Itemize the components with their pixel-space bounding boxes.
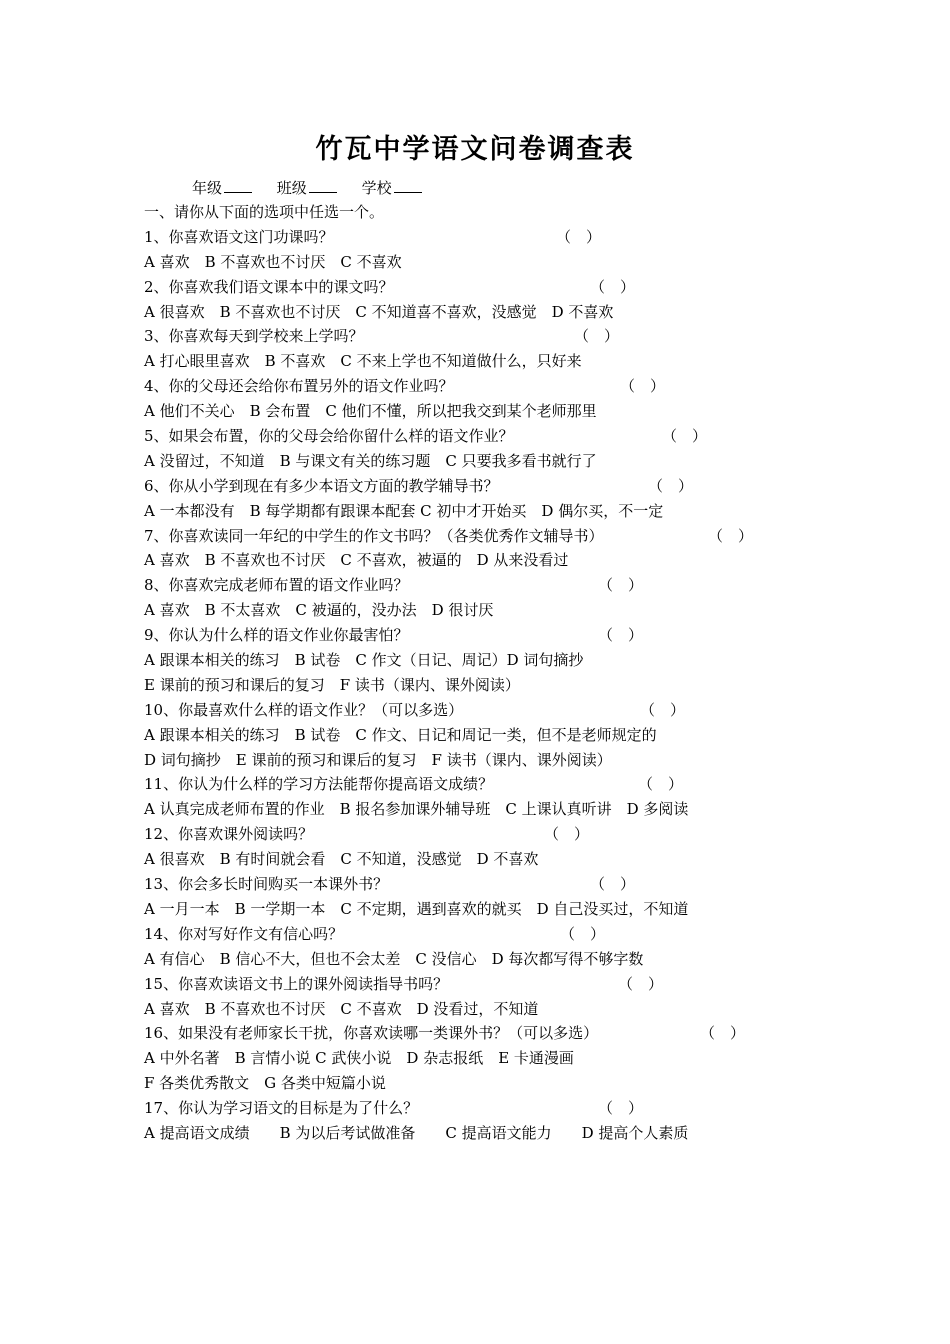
question-row bbox=[144, 1021, 764, 1046]
answer-blank[interactable]: （ ） bbox=[620, 377, 666, 396]
school-label: 学校 bbox=[361, 179, 392, 197]
answer-blank[interactable]: （ ） bbox=[598, 576, 644, 595]
question-list bbox=[144, 200, 764, 1146]
question-text: 10、你最喜欢什么样的语文作业？（可以多选） bbox=[144, 700, 464, 719]
options-row: A 中外名著 B 言情小说 C 武侠小说 D 杂志报纸 E 卡通漫画 bbox=[144, 1049, 574, 1068]
answer-blank[interactable]: （ ） bbox=[590, 277, 636, 296]
question-text: 11、你认为什么样的学习方法能帮你提高语文成绩？ bbox=[144, 775, 494, 794]
question-text: 8、你喜欢完成老师布置的语文作业吗？ bbox=[144, 576, 409, 595]
question-row bbox=[144, 474, 764, 499]
options-row: A 提高语文成绩 B 为以后考试做准备 C 提高语文能力 D 提高个人素质 bbox=[144, 1123, 689, 1142]
question-text: 4、你的父母还会给你布置另外的语文作业吗？ bbox=[144, 377, 454, 396]
question-text: 13、你会多长时间购买一本课外书？ bbox=[144, 875, 389, 894]
question-row bbox=[144, 225, 764, 250]
options-row: A 喜欢 B 不喜欢也不讨厌 C 不喜欢 bbox=[144, 252, 402, 271]
question-row bbox=[144, 524, 764, 549]
options-row: A 打心眼里喜欢 B 不喜欢 C 不来上学也不知道做什么，只好来 bbox=[144, 352, 582, 371]
answer-blank[interactable]: （ ） bbox=[662, 427, 708, 446]
class-label: 班级 bbox=[276, 179, 307, 197]
question-row bbox=[144, 698, 764, 723]
options-row: A 没留过，不知道 B 与课文有关的练习题 C 只要我多看书就行了 bbox=[144, 451, 597, 470]
question-text: 3、你喜欢每天到学校来上学吗？ bbox=[144, 327, 364, 346]
answer-blank[interactable]: （ ） bbox=[556, 227, 602, 246]
answer-blank[interactable]: （ ） bbox=[598, 1099, 644, 1118]
options-row: A 很喜欢 B 不喜欢也不讨厌 C 不知道喜不喜欢，没感觉 D 不喜欢 bbox=[144, 302, 614, 321]
options-row: F 各类优秀散文 G 各类中短篇小说 bbox=[144, 1074, 386, 1093]
question-row bbox=[144, 623, 764, 648]
answer-blank[interactable]: （ ） bbox=[598, 626, 644, 645]
answer-blank[interactable]: （ ） bbox=[544, 825, 590, 844]
question-row bbox=[144, 275, 764, 300]
options-row: A 喜欢 B 不喜欢也不讨厌 C 不喜欢 D 没看过，不知道 bbox=[144, 999, 539, 1018]
options-row: A 有信心 B 信心不大，但也不会太差 C 没信心 D 每次都写得不够字数 bbox=[144, 949, 644, 968]
question-text: 17、你认为学习语文的目标是为了什么？ bbox=[144, 1099, 419, 1118]
question-row bbox=[144, 872, 764, 897]
answer-blank[interactable]: （ ） bbox=[648, 476, 694, 495]
section-intro: 一、请你从下面的选项中任选一个。 bbox=[144, 203, 385, 221]
question-row bbox=[144, 424, 764, 449]
answer-blank[interactable]: （ ） bbox=[700, 1024, 746, 1043]
question-row bbox=[144, 922, 764, 947]
answer-blank[interactable]: （ ） bbox=[574, 327, 620, 346]
answer-blank[interactable]: （ ） bbox=[590, 875, 636, 894]
question-text: 1、你喜欢语文这门功课吗？ bbox=[144, 227, 334, 246]
options-row: A 跟课本相关的练习 B 试卷 C 作文（日记、周记）D 词句摘抄 bbox=[144, 651, 584, 670]
options-row: A 喜欢 B 不喜欢也不讨厌 C 不喜欢，被逼的 D 从来没看过 bbox=[144, 551, 569, 570]
class-blank[interactable] bbox=[309, 176, 337, 193]
options-row: A 他们不关心 B 会布置 C 他们不懂，所以把我交到某个老师那里 bbox=[144, 402, 597, 421]
question-text: 15、你喜欢读语文书上的课外阅读指导书吗？ bbox=[144, 974, 449, 993]
options-row: A 一本都没有 B 每学期都有跟课本配套 C 初中才开始买 D 偶尔买，不一定 bbox=[144, 501, 664, 520]
question-text: 7、你喜欢读同一年纪的中学生的作文书吗？（各类优秀作文辅导书） bbox=[144, 526, 604, 545]
answer-blank[interactable]: （ ） bbox=[708, 526, 754, 545]
question-text: 2、你喜欢我们语文课本中的课文吗？ bbox=[144, 277, 394, 296]
grade-blank[interactable] bbox=[224, 176, 252, 193]
options-row: A 认真完成老师布置的作业 B 报名参加课外辅导班 C 上课认真听讲 D 多阅读 bbox=[144, 800, 689, 819]
question-row bbox=[144, 324, 764, 349]
answer-blank[interactable]: （ ） bbox=[618, 974, 664, 993]
question-text: 16、如果没有老师家长干扰，你喜欢读哪一类课外书？（可以多选） bbox=[144, 1024, 599, 1043]
student-info-row bbox=[192, 176, 422, 199]
question-text: 6、你从小学到现在有多少本语文方面的教学辅导书？ bbox=[144, 476, 499, 495]
answer-blank[interactable]: （ ） bbox=[638, 775, 684, 794]
question-row bbox=[144, 573, 764, 598]
question-text: 12、你喜欢课外阅读吗？ bbox=[144, 825, 314, 844]
grade-label: 年级 bbox=[192, 179, 223, 197]
options-row: D 词句摘抄 E 课前的预习和课后的复习 F 读书（课内、课外阅读） bbox=[144, 750, 612, 769]
answer-blank[interactable]: （ ） bbox=[640, 700, 686, 719]
question-row bbox=[144, 772, 764, 797]
page-title: 竹瓦中学语文问卷调查表 bbox=[315, 134, 635, 165]
options-row: A 跟课本相关的练习 B 试卷 C 作文、日记和周记一类，但不是老师规定的 bbox=[144, 725, 657, 744]
answer-blank[interactable]: （ ） bbox=[560, 924, 606, 943]
question-row bbox=[144, 972, 764, 997]
options-row: A 一月一本 B 一学期一本 C 不定期，遇到喜欢的就买 D 自己没买过，不知道 bbox=[144, 899, 689, 918]
question-row bbox=[144, 374, 764, 399]
options-row: E 课前的预习和课后的复习 F 读书（课内、课外阅读） bbox=[144, 675, 520, 694]
question-row bbox=[144, 822, 764, 847]
school-blank[interactable] bbox=[394, 176, 422, 193]
question-row bbox=[144, 1096, 764, 1121]
options-row: A 喜欢 B 不太喜欢 C 被逼的，没办法 D 很讨厌 bbox=[144, 601, 494, 620]
options-row: A 很喜欢 B 有时间就会看 C 不知道，没感觉 D 不喜欢 bbox=[144, 850, 539, 869]
question-text: 9、你认为什么样的语文作业你最害怕？ bbox=[144, 626, 409, 645]
question-text: 5、如果会布置，你的父母会给你留什么样的语文作业？ bbox=[144, 427, 514, 446]
question-text: 14、你对写好作文有信心吗？ bbox=[144, 924, 344, 943]
